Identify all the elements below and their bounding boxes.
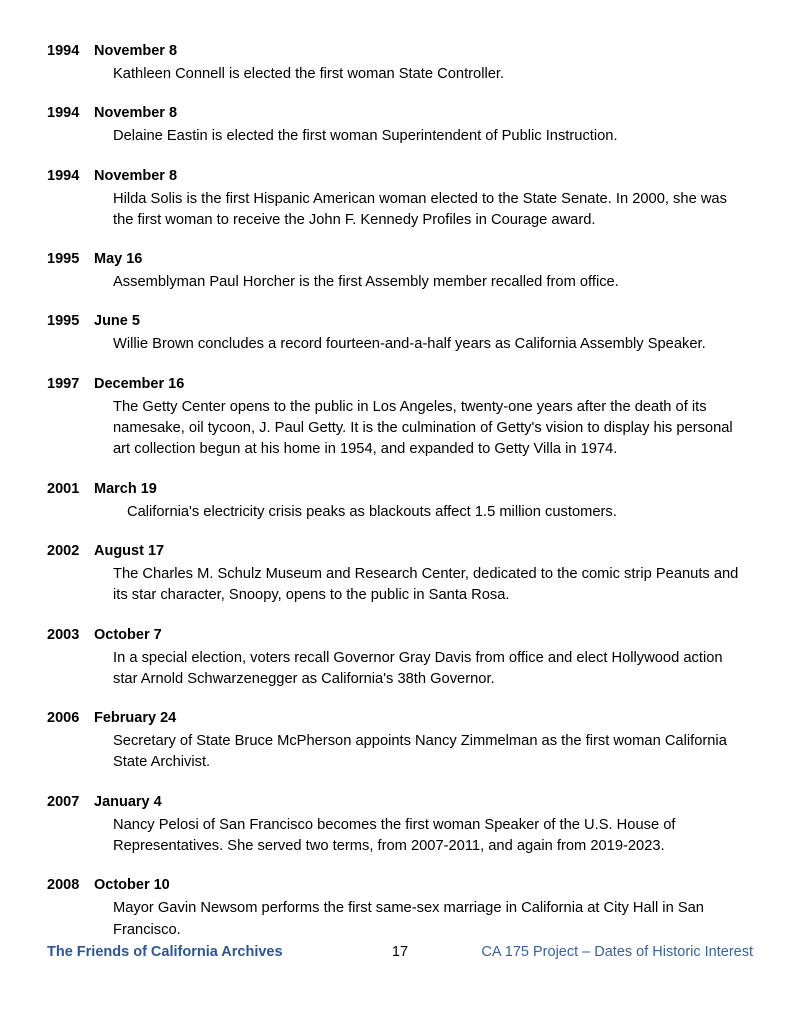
timeline-entry <box>47 42 753 85</box>
entry-date: February 24 <box>94 710 177 727</box>
entry-description: Nancy Pelosi of San Francisco becomes the first woman Speaker of the U.S. House of Representatives. She served two terms, from 2007-2011, and again from 2019-2023. <box>113 816 676 855</box>
entry-date: June 5 <box>94 313 140 330</box>
entry-description: In a special election, voters recall Governor Gray Davis from office and elect Hollywood action star Arnold Schwarzenegger as California's 38th Governor. <box>113 649 723 687</box>
timeline-entry <box>47 480 753 523</box>
entry-description: Willie Brown concludes a record fourteen-and-a-half years as California Assembly Speaker. <box>113 336 706 353</box>
entry-heading <box>47 480 753 499</box>
timeline-entry <box>47 793 753 858</box>
entry-date: December 16 <box>94 375 185 392</box>
entry-heading <box>47 626 753 645</box>
timeline-entry <box>47 709 753 774</box>
entry-date: May 16 <box>94 251 143 268</box>
entry-description: Mayor Gavin Newsom performs the first same-sex marriage in California at City Hall in San Francisco. <box>113 900 704 938</box>
entry-heading <box>47 312 753 331</box>
entry-heading <box>47 542 753 561</box>
timeline-entry <box>47 626 753 691</box>
timeline-entry <box>47 167 753 232</box>
entry-heading <box>47 104 753 123</box>
entry-heading <box>47 250 753 269</box>
page-footer <box>47 941 753 963</box>
entry-description: Hilda Solis is the first Hispanic American woman elected to the State Senate. In 2000, she was the first woman to receive the John F. Kennedy Profiles in Courage award. <box>113 190 727 228</box>
entry-date: October 10 <box>94 877 170 894</box>
entry-year: 2006 <box>47 710 80 727</box>
entry-year: 2002 <box>47 542 80 559</box>
entry-description: Kathleen Connell is elected the first woman State Controller. <box>113 66 505 82</box>
footer-project-title: CA 175 Project – Dates of Historic Interest <box>481 944 753 960</box>
entry-year: 1995 <box>47 313 80 330</box>
timeline-entry-list <box>47 42 753 960</box>
timeline-entry <box>47 876 753 941</box>
entry-year: 1995 <box>47 251 80 268</box>
entry-year: 1994 <box>47 43 80 59</box>
footer-page-number: 17 <box>391 944 409 960</box>
entry-date: October 7 <box>94 626 162 643</box>
entry-description: California's electricity crisis peaks as blackouts affect 1.5 million customers. <box>127 503 617 520</box>
entry-year: 2007 <box>47 793 80 810</box>
timeline-entry <box>47 250 753 293</box>
entry-year: 2003 <box>47 626 80 643</box>
entry-year: 2008 <box>47 877 80 894</box>
entry-date: August 17 <box>94 542 165 559</box>
timeline-entry <box>47 375 753 461</box>
entry-year: 2001 <box>47 480 80 497</box>
timeline-entry <box>47 312 753 355</box>
entry-year: 1994 <box>47 167 80 184</box>
entry-description: The Charles M. Schulz Museum and Research Center, dedicated to the comic strip Peanuts and its star character, Snoopy, opens to the public in Santa Rosa. <box>113 565 739 604</box>
entry-heading <box>47 793 753 812</box>
entry-year: 1997 <box>47 375 80 392</box>
entry-heading <box>47 375 753 394</box>
entry-description: Secretary of State Bruce McPherson appoints Nancy Zimmelman as the first woman California State Archivist. <box>113 733 727 771</box>
entry-date: March 19 <box>94 480 157 497</box>
entry-description: Assemblyman Paul Horcher is the first Assembly member recalled from office. <box>113 274 619 291</box>
footer-organization-name: The Friends of California Archives <box>47 944 283 960</box>
entry-date: January 4 <box>94 793 162 810</box>
entry-heading <box>47 876 753 895</box>
entry-date: November 8 <box>94 167 178 184</box>
entry-heading <box>47 709 753 728</box>
entry-description: Delaine Eastin is elected the first woman Superintendent of Public Instruction. <box>113 128 618 145</box>
entry-year: 1994 <box>47 105 80 122</box>
entry-heading <box>47 167 753 186</box>
timeline-entry <box>47 104 753 147</box>
timeline-entry <box>47 542 753 607</box>
entry-description: The Getty Center opens to the public in Los Angeles, twenty-one years after the death of its namesake, oil tycoon, J. Paul Getty. It is the culmination of Getty's vision to display his personal art collection begun at his home in 1954, and expanded to Getty Villa in 1974. <box>113 398 733 458</box>
entry-heading <box>47 42 753 61</box>
entry-date: November 8 <box>94 105 178 122</box>
entry-date: November 8 <box>94 43 178 59</box>
